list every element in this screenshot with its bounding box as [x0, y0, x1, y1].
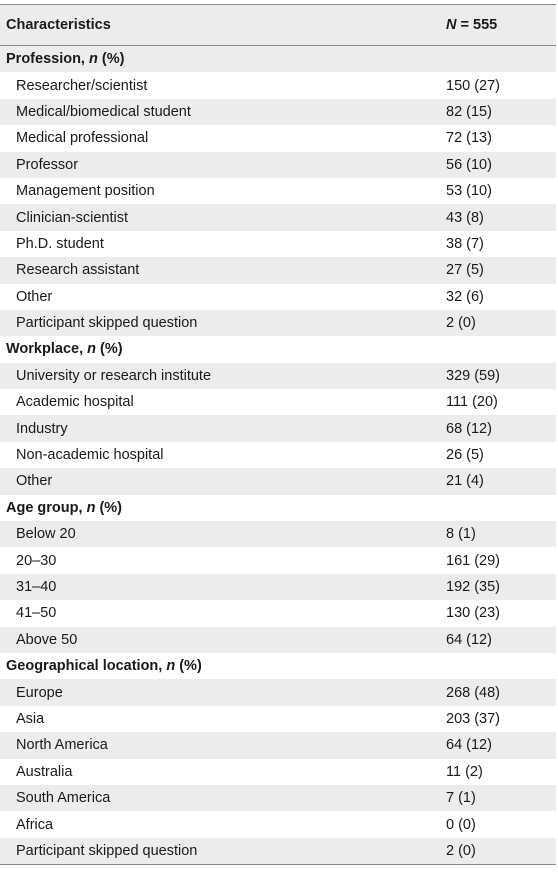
row-value: 111 (20) — [446, 394, 498, 411]
table-row — [0, 785, 556, 811]
row-value: 203 (37) — [446, 710, 501, 727]
row-value: 38 (7) — [446, 235, 484, 252]
header-n-symbol: N — [446, 17, 457, 33]
header-characteristics: Characteristics — [6, 17, 111, 33]
row-value: 64 (12) — [446, 737, 492, 754]
row-value: 8 (1) — [446, 526, 476, 543]
section-title-text: Workplace, — [6, 341, 88, 358]
section-title — [0, 500, 446, 516]
table-row — [0, 521, 556, 547]
row-value: 32 (6) — [446, 288, 484, 305]
table-row — [0, 231, 556, 257]
table-row — [0, 125, 556, 151]
table-row — [0, 442, 556, 468]
row-value: 72 (13) — [446, 130, 492, 147]
row-value: 150 (27) — [446, 77, 501, 94]
table-row — [0, 415, 556, 441]
row-value: 82 (15) — [446, 103, 492, 120]
row-value: 27 (5) — [446, 262, 484, 279]
section-title-suffix: (%) — [95, 499, 123, 516]
section-title-suffix: (%) — [97, 51, 125, 68]
table-row — [0, 99, 556, 125]
table-row — [0, 706, 556, 732]
row-label: Participant skipped question — [16, 842, 198, 859]
section-title-suffix: (%) — [95, 341, 123, 358]
row-value: 68 (12) — [446, 420, 492, 437]
row-value: 43 (8) — [446, 209, 484, 226]
bottom-rule — [0, 864, 556, 865]
row-label: Medical/biomedical student — [16, 103, 191, 120]
row-value: 2 (0) — [446, 842, 476, 859]
row-label: Industry — [16, 420, 68, 437]
row-label: Above 50 — [16, 631, 78, 648]
section-title-text: Profession, — [6, 51, 89, 68]
row-label: Researcher/scientist — [16, 77, 148, 94]
row-label: 41–50 — [16, 605, 57, 622]
row-label: University or research institute — [16, 367, 212, 384]
section-header-row — [0, 653, 556, 679]
header-n-total — [446, 17, 556, 33]
table-row — [0, 838, 556, 864]
row-value: 21 (4) — [446, 473, 484, 490]
table-row — [0, 284, 556, 310]
row-label: Clinician-scientist — [16, 209, 129, 226]
row-label: Europe — [16, 684, 63, 701]
row-value: 64 (12) — [446, 631, 492, 648]
table-row — [0, 811, 556, 837]
section-title — [0, 51, 446, 67]
table-row — [0, 732, 556, 758]
table-row — [0, 363, 556, 389]
table-header — [0, 5, 556, 45]
row-value: 7 (1) — [446, 790, 476, 807]
row-label: 20–30 — [16, 552, 57, 569]
section-title — [0, 658, 446, 674]
table-row — [0, 204, 556, 230]
row-label: Ph.D. student — [16, 235, 104, 252]
table-row — [0, 600, 556, 626]
section-title-n: n — [166, 658, 176, 675]
row-value: 56 (10) — [446, 156, 492, 173]
section-title-text: Geographical location, — [6, 658, 167, 675]
table-row — [0, 547, 556, 573]
row-value: 26 (5) — [446, 447, 484, 464]
row-label: Asia — [16, 710, 45, 727]
row-label: Africa — [16, 816, 54, 833]
section-title — [0, 341, 446, 357]
header-n-value: = 555 — [456, 17, 498, 33]
section-title-n: n — [86, 499, 96, 516]
row-label: North America — [16, 737, 108, 754]
section-title-n: n — [87, 341, 96, 358]
table-row — [0, 679, 556, 705]
row-value: 2 (0) — [446, 315, 476, 332]
table-row — [0, 574, 556, 600]
section-header-row — [0, 336, 556, 362]
table-row — [0, 468, 556, 494]
row-label: South America — [16, 790, 111, 807]
row-value: 0 (0) — [446, 816, 476, 833]
table-row — [0, 310, 556, 336]
table-row — [0, 257, 556, 283]
section-title-text: Age group, — [6, 499, 87, 516]
row-label: Academic hospital — [16, 394, 134, 411]
row-label: 31–40 — [16, 579, 57, 595]
section-header-row — [0, 495, 556, 521]
row-label: Research assistant — [16, 262, 140, 279]
row-value: 268 (48) — [446, 684, 501, 701]
table-row — [0, 152, 556, 178]
section-header-row — [0, 46, 556, 72]
section-title-n: n — [89, 51, 98, 68]
table-row — [0, 72, 556, 98]
section-title-suffix: (%) — [175, 658, 202, 675]
row-label: Below 20 — [16, 526, 76, 543]
row-label: Non-academic hospital — [16, 447, 164, 464]
row-label: Australia — [16, 763, 73, 780]
row-value: 161 (29) — [446, 552, 501, 569]
row-label: Medical professional — [16, 130, 149, 147]
table-row — [0, 178, 556, 204]
row-label: Participant skipped question — [16, 315, 198, 332]
row-value: 130 (23) — [446, 605, 501, 622]
characteristics-table — [0, 4, 556, 865]
row-value: 11 (2) — [446, 763, 483, 780]
table-row — [0, 389, 556, 415]
row-value: 192 (35) — [446, 579, 501, 595]
table-row — [0, 627, 556, 653]
row-value: 329 (59) — [446, 367, 501, 384]
table-body — [0, 46, 556, 864]
row-value: 53 (10) — [446, 183, 492, 200]
row-label: Professor — [16, 156, 79, 173]
row-label: Other — [16, 473, 53, 490]
row-label: Management position — [16, 183, 155, 200]
row-label: Other — [16, 288, 53, 305]
table-row — [0, 759, 556, 785]
